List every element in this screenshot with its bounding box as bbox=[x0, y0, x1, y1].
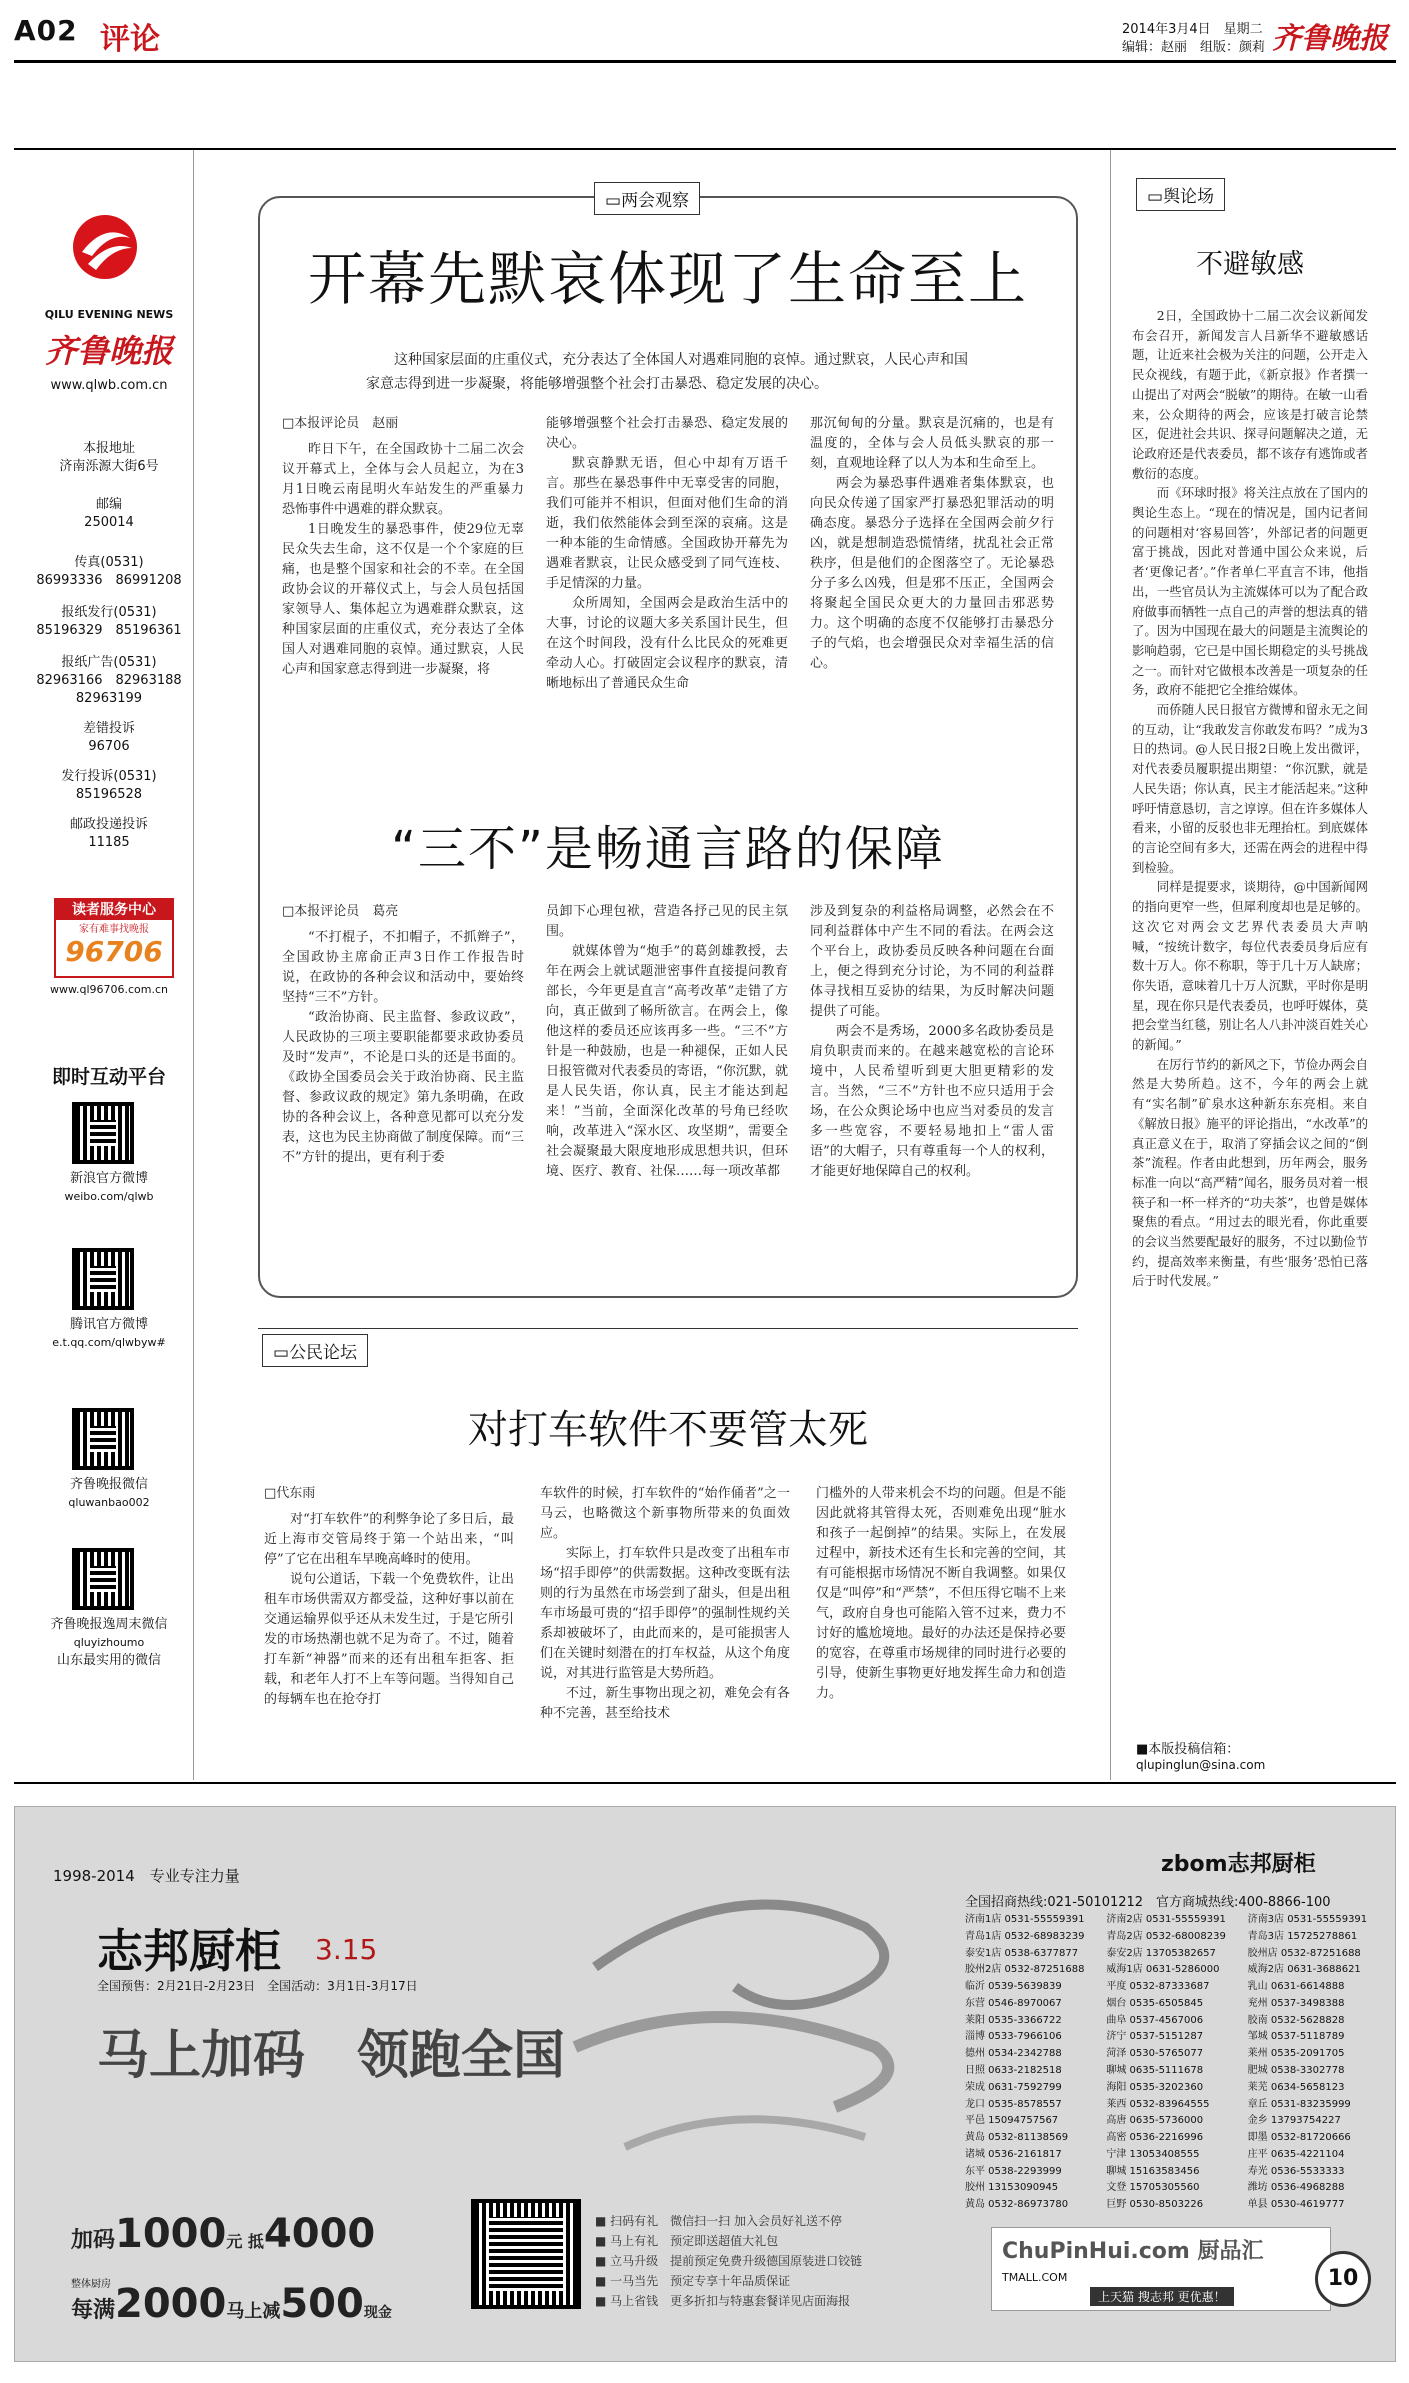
qr-tencent-caption bbox=[24, 1316, 194, 1352]
qr-wechat-title: 齐鲁晚报微信 bbox=[69, 1477, 148, 1492]
ad-offer2-c: 马上减 bbox=[226, 2301, 281, 2322]
art1-column-3 bbox=[810, 414, 1054, 810]
ad-store-entry: 文登 15705305560 bbox=[1106, 2182, 1200, 2194]
ad-store-entry: 济宁 0537-5151287 bbox=[1106, 2031, 1204, 2043]
art2-c2-p1: 员卸下心理包袱，营造各抒己见的民主氛围。 bbox=[546, 904, 788, 939]
ad-mall-slogan: 上天猫 搜志邦 更优惠！ bbox=[1090, 2287, 1234, 2306]
header-rule bbox=[14, 60, 1396, 63]
art3-top-rule bbox=[258, 1328, 1078, 1329]
fax: 86993336 86991208 bbox=[36, 573, 182, 588]
ad-store-entry: 潍坊 0536-4968288 bbox=[1247, 2182, 1345, 2194]
ad-store-entry: 济南3店 0531-55559391 bbox=[1247, 1914, 1368, 1925]
ad-bullet-1: ■ 扫码有礼 微信扫一扫 加入会员好礼送不停 bbox=[595, 2214, 842, 2228]
ad-mall-box[interactable] bbox=[991, 2227, 1331, 2311]
ad-store-entry: 胶南 0532-5628828 bbox=[1247, 2014, 1345, 2026]
ad-store-entry: 莱州 0535-2091705 bbox=[1247, 2048, 1345, 2060]
ad-bullet-5: ■ 马上省钱 更多折扣与特惠套餐详见店面海报 bbox=[595, 2294, 851, 2308]
art1-tag-label: 两会观察 bbox=[621, 191, 690, 211]
header-masthead: 齐鲁晚报 bbox=[1272, 21, 1389, 55]
qr-wechat-sub: qluwanbao002 bbox=[68, 1496, 150, 1509]
ad-store-entry: 胶州2店 0532-87251688 bbox=[965, 1964, 1085, 1976]
ad-offer-1 bbox=[71, 2211, 375, 2257]
sidebar bbox=[14, 150, 194, 1780]
header-date: 2014年3月4日 星期二 bbox=[1122, 22, 1263, 37]
horse-2014-graphic bbox=[535, 1847, 935, 2207]
art2-c1-p1: “不打棍子，不扣帽子，不抓辫子”，全国政协主席俞正声3日作工作报告时说，在政协的各种会议和活动中，要始终坚持“三不”方针。 bbox=[282, 930, 524, 1005]
qr-weekend-sub: qluyizhoumo bbox=[73, 1636, 145, 1649]
art2-c2-p2: 就媒体曾为“炮手”的葛剑雄教授，去年在两会上就试题泄密事件直接提问教育部长，今年更是直言“高考改革”走错了方向，真正做到了畅所欲言。在两会上，像他这样的委员还应该再多一些。“三不”方针是一种鼓励，也是一种褪保，正如人民日报管微对代表委员的寄语，“你沉默，就是人民失语，你认真，民主才能达到起来！”当前，全面深化改革的号角已经吹响，改革进入“深水区、攻坚期”，需要全社会凝聚最大限度地形成思想共识，但环境、医疗、教育、社保……每一项改革都 bbox=[546, 944, 788, 1179]
ad-store-entry: 兖州 0537-3498388 bbox=[1247, 1997, 1345, 2009]
ad-store-entry: 泰安2店 13705382657 bbox=[1106, 1947, 1216, 1959]
art4-p4: 同样是提要求，谈期待，@中国新闻网的指向更窄一些，但犀利度却也是足够的。这次它对两会文艺界代表委员大声呐喊，“按统计数字，每位代表委员身后应有数十万人。你不称职，等于几十万人缺席；你失语，意味着几十万人沉默，平时你是明星，现在你只是代表委员，也呼吁媒体，莫把会堂当红毯，别让名人八卦冲淡百姓关心的新闻。” bbox=[1132, 879, 1368, 1053]
postal-phone: 11185 bbox=[88, 835, 130, 850]
art2-c3-p2: 两会不是秀场，2000多名政协委员是肩负职责而来的。在越来越宽松的言论环境中，人民希望听到更大胆更精彩的发言。当然，“三不”方针也不应只适用于会场，在公众舆论场中也应当对委员的发言多一些宽容，不要轻易地扣上“雷人雷语”的大帽子，只有尊重每一个人的权利，才能更好地保障自己的权利。 bbox=[810, 1024, 1054, 1179]
ad-offer1-b: 1000 bbox=[115, 2211, 227, 2257]
ad-offer2-b: 2000 bbox=[115, 2281, 227, 2327]
qr-weibo-caption bbox=[24, 1170, 194, 1206]
art4-p2: 而《环球时报》将关注点放在了国内的舆论生态上。“现在的情况是，国内记者间的问题相对‘容易回答’，外部记者的问题更富于挑战，因此对普通中国公众来说，后者‘更像记者’。”作者单仁平直言不讳，他指出，一些官员认为主流媒体可以为了配合政府做事而牺牲一点自己的声誉的想法真的错了。因为中国现在最大的问题是主流舆论的影响趋弱，它已是中国长期稳定的头号挑战之一。而针对它做根本改善是一项复杂的任务，政府不能把它全推给媒体。 bbox=[1132, 485, 1368, 698]
issue-phone: 85196528 bbox=[75, 787, 143, 802]
service-url[interactable]: www.ql96706.com.cn bbox=[49, 983, 168, 996]
ad-dates: 全国预售：2月21日-2月23日 全国活动：3月1日-3月17日 bbox=[97, 1979, 418, 1993]
qr-code-weekend[interactable] bbox=[72, 1548, 134, 1610]
platform-title: 即时互动平台 bbox=[51, 1066, 166, 1088]
ad-store-entry: 泰安1店 0538-6377877 bbox=[965, 1947, 1079, 1959]
ad-store-list bbox=[965, 1913, 1385, 2215]
ad-offer1-d: 4000 bbox=[263, 2211, 376, 2257]
art2-column-2 bbox=[546, 902, 788, 1274]
ad-store-entry: 寿光 0536-5533333 bbox=[1247, 2165, 1345, 2177]
ad-store-entry: 海阳 0535-3202360 bbox=[1106, 2081, 1204, 2093]
ad-phone-2: 82963199 bbox=[75, 691, 143, 706]
art1-column-2 bbox=[546, 414, 788, 810]
ad-store-entry: 巨野 0530-8503226 bbox=[1106, 2199, 1204, 2211]
art1-c1-p2: 1日晚发生的暴恐事件，使29位无辜民众失去生命，这不仅是一个个家庭的巨痛，也是整个国家和社会的不幸。在全国政协会议的开幕仪式上，与会人员包括国家领导人、集体起立为遇难群众默哀，这种国家层面的庄重仪式，充分表达了全体国人对遇难同胞的哀悼。通过默哀，人民心声和国家意志得到进一步凝聚，将 bbox=[282, 522, 524, 677]
err-label: 差错投诉 bbox=[82, 721, 135, 736]
art3-c2-p1: 车软件的时候，打车软件的“始作俑者”之一马云，也略微这个新事物所带来的负面效应。 bbox=[540, 1486, 790, 1541]
address: 济南泺源大街6号 bbox=[59, 459, 159, 474]
frame-top-rule bbox=[14, 148, 1396, 150]
ad-anniversary: 1998-2014 专业专注力量 bbox=[53, 1867, 240, 1885]
art1-c1-p1: 昨日下午，在全国政协十二届二次会议开幕式上，全体与会人员起立，为在3月1日晚云南昆明火车站发生的严重暴力恐怖事件中遇难的群众默哀。 bbox=[282, 442, 524, 517]
art1-tag: ▭两会观察 bbox=[594, 182, 700, 215]
header-editors: 编辑：赵丽 组版：颜莉 bbox=[1122, 40, 1266, 55]
ad-store-entry: 高唐 0635-5736000 bbox=[1106, 2115, 1204, 2127]
ad-store-entry: 济南2店 0531-55559391 bbox=[1106, 1914, 1226, 1925]
frame-bottom-rule bbox=[14, 1782, 1396, 1784]
fax-label: 传真(0531) bbox=[74, 555, 144, 570]
art1-lead: 这种国家层面的庄重仪式，充分表达了全体国人对遇难同胞的哀悼。通过默哀，人民心声和国家意志得到进一步凝聚，将能够增强整个社会打击暴恐、稳定发展的决心。 bbox=[366, 352, 968, 392]
ad-store-entry: 荣成 0631-7592799 bbox=[965, 2081, 1062, 2093]
qr-weekend-title: 齐鲁晚报逸周末微信 bbox=[50, 1617, 168, 1632]
ad-store-entry: 聊城 15163583456 bbox=[1106, 2165, 1200, 2177]
art3-column-1 bbox=[264, 1484, 514, 1784]
ad-offer2-pre: 整体厨房 bbox=[71, 2279, 111, 2290]
logo-english: QILU EVENING NEWS bbox=[44, 308, 174, 321]
postal-label: 邮政投递投诉 bbox=[69, 817, 148, 832]
ad-store-entry: 青岛1店 0532-68983239 bbox=[965, 1930, 1085, 1942]
art2-title: “三不”是畅通言路的保障 bbox=[391, 821, 945, 877]
post-label: 邮编 bbox=[95, 497, 122, 512]
site-url[interactable]: www.qlwb.com.cn bbox=[50, 378, 168, 393]
ad-bullet-2: ■ 马上有礼 预定即送超值大礼包 bbox=[595, 2234, 779, 2248]
service-number: 96706 bbox=[65, 935, 163, 968]
art4-p3: 而侨随人民日报官方微博和留永无之间的互动，让“我敢发言你敢发布吗？”成为3日的热词。@人民日报2日晚上发出微评，对代表委员履职提出期望：“你沉默，就是人民失语；你认真，民主才能活起来。”这种呼吁情意恳切，言之谆谆。但在许多媒体人看来，小留的反驳也非无理抬杠。到底媒体的言论空间有多大，还需在两会的进程中得到检验。 bbox=[1132, 702, 1368, 875]
art3-c3-p1: 门槛外的人带来机会不均的问题。但是不能因此就将其管得太死，否则难免出现“脏水和孩子一起倒掉”的结果。实际上，在发展过程中，新技术还有生长和完善的空间，其有可能根据市场情况不断自我调整。如果仅仅是“叫停”和“严禁”，不但压得它喘不上来气，政府自身也可能陷入管不过来，费力不讨好的尴尬境地。最好的办法还是保持必要的宽容，在尊重市场规律的同时进行必要的引导，使新生事物更好地发挥生命力和创造力。 bbox=[816, 1486, 1066, 1701]
ad-offer1-a: 加码 bbox=[71, 2228, 116, 2253]
ad-bullet-4: ■ 一马当先 预定专享十年品质保证 bbox=[595, 2274, 791, 2288]
art4-p5: 在厉行节约的新风之下，节俭办两会自然是大势所趋。这不，今年的两会上就有“实名制”矿泉水这种新东东亮相。来自《解放日报》施平的评论指出，“水改革”的真正意义在于，取消了穿插会议之间的“倒茶”流程。作者由此想到，历年两会，服务标准一向以“高严精”闻名，服务员对着一根筷子和一杯一样齐的“功夫茶”，也曾是媒体聚焦的看点。“用过去的眼光看，你此重要的会议当然要配最好的服务，不过以勤俭节约，提高效率来衡量，有些‘服务’恐怕已落后于时代发展。” bbox=[1132, 1056, 1368, 1289]
art3-tag: ▭公民论坛 bbox=[262, 1334, 368, 1367]
ad-store-entry: 日照 0633-2182518 bbox=[965, 2064, 1062, 2076]
art3-title: 对打车软件不要管太死 bbox=[468, 1407, 868, 1453]
ad-store-entry: 济南1店 0531-55559391 bbox=[965, 1914, 1085, 1925]
ad-store-entry: 平邑 15094757567 bbox=[965, 2115, 1059, 2127]
ad-mall-sub: TMALL.COM bbox=[1002, 2271, 1068, 2284]
ad-store-entry: 青岛2店 0532-68008239 bbox=[1106, 1930, 1226, 1942]
qr-weibo-title: 新浪官方微博 bbox=[69, 1171, 148, 1186]
ad-store-entry: 龙口 0535-8578557 bbox=[965, 2098, 1062, 2110]
section-name: 评论 bbox=[100, 22, 160, 57]
ad-store-entry: 黄岛 0532-86973780 bbox=[965, 2199, 1069, 2211]
ad-store-entry: 高密 0536-2216996 bbox=[1106, 2132, 1204, 2144]
art2-byline: □本报评论员 葛亮 bbox=[282, 904, 399, 919]
ad-event: 3.15 bbox=[315, 1933, 378, 1966]
ad-brand-logo: zbom志邦厨柜 bbox=[1161, 1852, 1316, 1877]
ad-store-entry: 淄博 0533-7966106 bbox=[965, 2031, 1062, 2043]
ad-store-entry: 单县 0530-4619777 bbox=[1247, 2199, 1345, 2211]
art2-column-1 bbox=[282, 902, 524, 1274]
art1-column-1 bbox=[282, 414, 524, 810]
qr-weibo-sub: weibo.com/qlwb bbox=[64, 1190, 154, 1203]
art2-c3-p1: 涉及到复杂的利益格局调整，必然会在不同利益群体中产生不同的看法。在两会这个平台上，政协委员反映各种问题在台面上，便之得到充分讨论，为不同的利益群体寻找相互妥协的结果，为反时解决问题提供了可能。 bbox=[810, 904, 1054, 1019]
post-code: 250014 bbox=[84, 515, 134, 530]
ad-store-entry: 威海1店 0631-5286000 bbox=[1106, 1964, 1220, 1976]
ad-offer2-d: 500 bbox=[280, 2281, 364, 2327]
dist: 85196329 85196361 bbox=[36, 623, 182, 638]
service-box[interactable] bbox=[54, 898, 174, 978]
ad-store-entry: 聊城 0635-5111678 bbox=[1106, 2064, 1204, 2076]
art1-c2-p1: 能够增强整个社会打击暴恐、稳定发展的决心。 bbox=[546, 416, 788, 451]
err-phone: 96706 bbox=[88, 739, 130, 754]
ad-bullet-3: ■ 立马升级 提前预定免费升级德国原装进口铰链 bbox=[595, 2254, 863, 2268]
logo-mark bbox=[70, 212, 140, 282]
art1-c3-p1: 那沉甸甸的分量。默哀是沉痛的，也是有温度的，全体与会人员低头默哀的那一刻，直观地诠释了以人为本和生命至上。 bbox=[810, 416, 1054, 471]
ad-store-entry: 莱西 0532-83964555 bbox=[1106, 2098, 1210, 2110]
ad-brand: 志邦厨柜 bbox=[97, 1924, 281, 1978]
ad-store-entry: 肥城 0538-3302778 bbox=[1247, 2064, 1345, 2076]
ad-bullets bbox=[595, 2211, 862, 2311]
art2-c1-p2: “政治协商、民主监督、参政议政”，人民政协的三项主要职能都要求政协委员及时“发声”，不论是口头的还是书面的。《政协全国委员会关于政治协商、民主监督、参政议政的规定》第九条明确，在政协的各种会议上，各种意见都可以充分发表，这也为民主协商做了制度保障。而“三不”方针的提出，更有利于委 bbox=[282, 1010, 524, 1165]
ad-anniversary-badge: 10 bbox=[1315, 2251, 1371, 2307]
ad-store-entry: 宁津 13053408555 bbox=[1106, 2148, 1200, 2160]
ad-hotline: 全国招商热线:021-50101212 官方商城热线:400-8866-100 bbox=[965, 1895, 1331, 1910]
art3-column-2 bbox=[540, 1484, 790, 1784]
ad-store-entry: 莱阳 0535-3366722 bbox=[965, 2014, 1062, 2026]
art3-c2-p3: 不过，新生事物出现之初，难免会有各种不完善，甚至给技术 bbox=[540, 1686, 790, 1721]
ad-offer2-a: 每满 bbox=[71, 2298, 116, 2323]
issue-label: 发行投诉(0531) bbox=[61, 769, 157, 784]
ad-store-entry: 诸城 0536-2161817 bbox=[965, 2148, 1062, 2160]
ad-store-entry: 青岛3店 15725278861 bbox=[1247, 1930, 1358, 1942]
ad-phone: 82963166 82963188 bbox=[36, 673, 182, 688]
ad-store-entry: 即墨 0532-81720666 bbox=[1247, 2132, 1351, 2144]
art1-c2-p3: 众所周知，全国两会是政治生活中的大事，讨论的议题大多关系国计民生，但在这个时间段，没有什么比民众的死难更牵动人心。打破固定会议程序的默哀，清晰地标出了普通民众生命 bbox=[546, 596, 788, 691]
qr-tencent-title: 腾讯官方微博 bbox=[69, 1317, 148, 1332]
ad-store-entry: 临沂 0539-5639839 bbox=[965, 1981, 1062, 1993]
art4-left-rule bbox=[1110, 150, 1111, 1780]
ad-store-entry: 曲阜 0537-4567006 bbox=[1106, 2014, 1204, 2026]
qr-wechat-caption bbox=[24, 1476, 194, 1512]
logo-chinese: 齐鲁晚报 bbox=[44, 332, 173, 370]
ad-label: 报纸广告(0531) bbox=[61, 655, 157, 670]
qr-weekend-sub2: 山东最实用的微信 bbox=[56, 1653, 161, 1668]
ad-offer2-e: 现金 bbox=[363, 2305, 392, 2321]
art4-tag: ▭舆论场 bbox=[1136, 178, 1225, 211]
ad-store-entry: 乳山 0631-6614888 bbox=[1247, 1981, 1345, 1993]
art4-p1: 2日，全国政协十二届二次会议新闻发布会召开，新闻发言人吕新华不避敏感话题，让近来社会极为关注的问题，公开走入民众视线，有题于此，《新京报》作者撰一山提出了对两会“脱敏”的期待。在敏一山看来，公众期待的两会，应该是打破言论禁区，促进社会共识、探寻问题解决之道，无论政府还是代表委员，都不该存有逃饰或者敷衍的态度。 bbox=[1132, 308, 1368, 481]
qr-code-tencent[interactable] bbox=[72, 1248, 134, 1310]
ad-store-entry: 庄平 0635-4221104 bbox=[1247, 2148, 1345, 2160]
ad-slogan: 马上加码 领跑全国 bbox=[97, 2026, 566, 2086]
art4-mail-label: ■本版投稿信箱： bbox=[1136, 1742, 1240, 1757]
ad-store-entry: 莱芜 0634-5658123 bbox=[1247, 2081, 1345, 2093]
ad-store-entry: 东平 0538-2293999 bbox=[965, 2165, 1062, 2177]
address-label: 本报地址 bbox=[82, 441, 135, 456]
ad-store-entry: 章丘 0531-83235999 bbox=[1247, 2098, 1351, 2110]
art4-tag-label: 舆论场 bbox=[1163, 187, 1215, 207]
dist-label: 报纸发行(0531) bbox=[61, 605, 157, 620]
ad-mall-name: ChuPinHui.com 厨品汇 bbox=[1002, 2239, 1264, 2264]
ad-store-entry: 东营 0546-8970067 bbox=[965, 1997, 1062, 2009]
art3-c1-p1: 对“打车软件”的利弊争论了多日后，最近上海市交管局终于第一个站出来，“叫停”了它在出租车早晚高峰时的使用。 bbox=[264, 1512, 514, 1567]
ad-offer-2 bbox=[71, 2281, 392, 2327]
ad-store-entry: 金乡 13793754227 bbox=[1247, 2115, 1341, 2127]
service-title: 读者服务中心 bbox=[56, 900, 172, 920]
ad-store-entry: 德州 0534-2342788 bbox=[965, 2048, 1062, 2060]
ad-banner[interactable] bbox=[14, 1806, 1396, 2362]
art2-column-3 bbox=[810, 902, 1054, 1274]
art3-tag-label: 公民论坛 bbox=[289, 1343, 358, 1363]
ad-store-entry: 黄岛 0532-81138569 bbox=[965, 2132, 1069, 2144]
art4-mail[interactable]: qlupinglun@sina.com bbox=[1136, 1758, 1266, 1772]
art3-byline: □代东雨 bbox=[264, 1486, 316, 1501]
art4-title: 不避敏感 bbox=[1196, 249, 1304, 280]
art1-c2-p2: 默哀静默无语，但心中却有万语千言。那些在暴恐事件中无辜受害的同胞，我们可能并不相识，但面对他们生命的消逝，我们依然能体会到至深的哀痛。这是一种本能的生命情感。全国政协开幕先为遇难者默哀，让民众感受到了同气连枝、手足情深的力量。 bbox=[546, 456, 788, 591]
ad-store-entry: 胶州店 0532-87251688 bbox=[1247, 1947, 1361, 1959]
qr-code-weibo[interactable] bbox=[72, 1102, 134, 1164]
ad-store-entry: 胶州 13153090945 bbox=[965, 2182, 1059, 2194]
art1-c3-p2: 两会为暴恐事件遇难者集体默哀，也向民众传递了国家严打暴恐犯罪活动的明确态度。暴恐分子选择在全国两会前夕行凶，就是想制造恐慌情绪，扰乱社会正常秩序，但是他们的企图落空了。无论暴恐分子多么凶残，但是邪不压正，全国两会将聚起全国民众更大的力量回击邪恶势力。这个明确的态度不仅能够打击暴恐分子的气焰，也会增强民众对幸福生活的信心。 bbox=[810, 476, 1054, 671]
ad-store-entry: 邹城 0537-5118789 bbox=[1247, 2031, 1345, 2043]
service-subtitle: 家有难事找晚报 bbox=[79, 924, 149, 935]
qr-tencent-sub: e.t.qq.com/qlwbyw# bbox=[52, 1336, 166, 1349]
ad-store-entry: 威海2店 0631-3688621 bbox=[1247, 1964, 1361, 1976]
art3-c2-p2: 实际上，打车软件只是改变了出租车市场“招手即停”的供需数据。这种改变既有法则的行为虽然在市场尝到了甜头，但是出租车市场最可贵的“招手即停”的强制性规约关系却被破坏了，由此而来的，是可能损害人们在关键时刻潜在的打车权益，从这个角度说，对其进行监管是大势所趋。 bbox=[540, 1546, 790, 1681]
art1-byline: □本报评论员 赵丽 bbox=[282, 416, 399, 431]
qr-weekend-caption bbox=[24, 1616, 194, 1670]
ad-store-entry: 菏泽 0530-5765077 bbox=[1106, 2048, 1204, 2060]
art3-column-3 bbox=[816, 1484, 1066, 1784]
art3-c1-p2: 说句公道话，下载一个免费软件，让出租车市场供需双方都受益，这种好事以前在交通运输界似乎还从未发生过，于是它所引发的市场热潮也就不足为奇了。不过，随着打车新“神器”而来的还有出租车拒客、拒载，和老年人打不上车等问题。当得知自己的每辆车也在抢夺打 bbox=[264, 1572, 514, 1707]
ad-qr-code[interactable] bbox=[471, 2199, 581, 2309]
ad-store-entry: 烟台 0535-6505845 bbox=[1106, 1997, 1204, 2009]
page-number: A02 bbox=[14, 14, 78, 47]
ad-offer1-c: 元 抵 bbox=[226, 2232, 264, 2251]
contact-block bbox=[24, 440, 194, 852]
art4-column bbox=[1132, 306, 1368, 1736]
ad-store-entry: 平度 0532-87333687 bbox=[1106, 1981, 1210, 1993]
art1-title: 开幕先默哀体现了生命至上 bbox=[307, 245, 1028, 313]
qr-code-wechat[interactable] bbox=[72, 1408, 134, 1470]
